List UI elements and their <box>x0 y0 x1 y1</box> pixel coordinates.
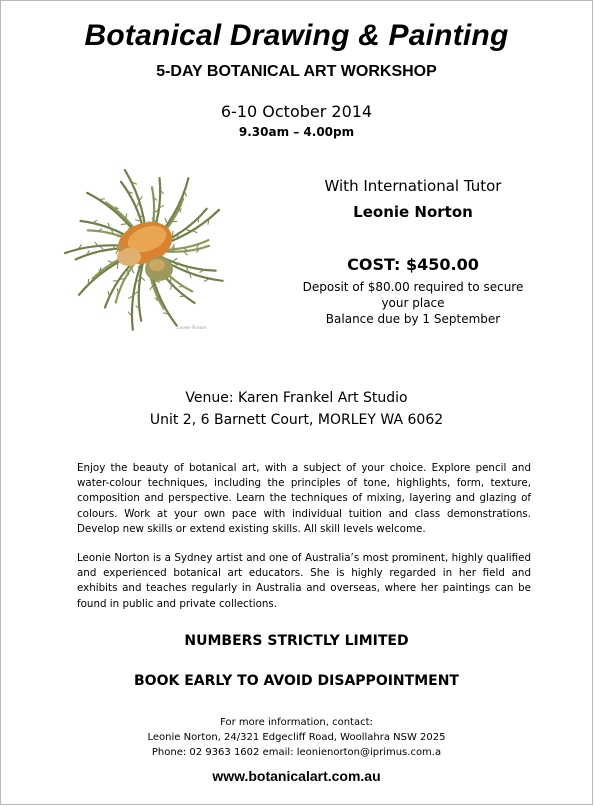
banksia-leaf-tooth <box>185 192 187 197</box>
banksia-leaf-tooth <box>178 232 179 237</box>
tutor-intro: With International Tutor <box>324 177 502 195</box>
deposit-line-2: your place <box>381 296 445 310</box>
banksia-leaf-tooth <box>135 220 140 222</box>
tutor-name: Leonie Norton <box>353 203 473 221</box>
banksia-leaf-tooth <box>150 286 153 290</box>
banksia-leaf-tooth <box>171 285 172 290</box>
venue-name: Venue: Karen Frankel Art Studio <box>185 390 408 406</box>
banksia-leaf-tooth <box>100 247 104 251</box>
workshop-subtitle: 5-DAY BOTANICAL ART WORKSHOP <box>156 63 437 80</box>
banksia-leaf-tooth <box>193 231 198 233</box>
cost-label: COST: $450.00 <box>347 255 479 274</box>
banksia-illustration-svg <box>61 151 241 341</box>
deposit-info <box>283 279 543 327</box>
artist-signature: Leonie Norton <box>177 326 207 331</box>
book-early-notice: BOOK EARLY TO AVOID DISAPPOINTMENT <box>134 673 459 689</box>
banksia-leaf-tooth <box>139 196 142 200</box>
workshop-times: 9.30am – 4.00pm <box>238 125 355 139</box>
banksia-illustration-icon <box>61 151 241 341</box>
contact-intro: For more information, contact: <box>220 717 373 728</box>
banksia-leaf-tooth <box>132 269 134 274</box>
venue-address: Unit 2, 6 Barnett Court, MORLEY WA 6062 <box>149 412 444 428</box>
banksia-leaf-tooth <box>173 258 177 261</box>
banksia-leaf-tooth <box>100 199 105 200</box>
website-link[interactable]: www.botanicalart.com.au <box>212 768 381 784</box>
tutor-bio-paragraph: Leonie Norton is a Sydney artist and one of Australia’s most prominent, highly qualified and experienced botanical art educators. She is highly regarded in her field and exhibits and teaches regularly in Australia and overseas, where her paintings can be found in public and private collections. <box>77 552 531 610</box>
banksia-leaf-tooth <box>128 312 131 316</box>
contact-phone-email: Phone: 02 9363 1602 email: leonienorton@iprimus.com.a <box>151 747 442 758</box>
contact-block <box>1 715 592 760</box>
deposit-line-1: Deposit of $80.00 required to secure <box>302 280 524 294</box>
banksia-leaf-tooth <box>116 250 119 254</box>
contact-address: Leonie Norton, 24/321 Edgecliff Road, Woollahra NSW 2025 <box>147 732 446 743</box>
banksia-leaf-tooth <box>136 203 139 207</box>
banksia-leaf-tooth <box>165 218 167 223</box>
banksia-leaf-tooth <box>108 291 109 296</box>
banksia-leaf-tooth <box>186 229 191 231</box>
banksia-leaf-tooth <box>108 261 113 263</box>
venue-block <box>1 387 592 431</box>
banksia-leaf-tooth <box>121 224 126 225</box>
banksia-leaf-tooth <box>179 286 184 287</box>
limited-notice: NUMBERS STRICTLY LIMITED <box>184 633 409 649</box>
banksia-leaf-tooth <box>126 213 127 218</box>
banksia-leaf-tooth <box>141 277 145 280</box>
flyer-title: Botanical Drawing & Painting <box>84 19 509 52</box>
balance-line: Balance due by 1 September <box>325 312 501 326</box>
description-paragraph: Enjoy the beauty of botanical art, with a subject of your choice. Explore pencil and water-colour techniques, including the principles of tone, highlights, form, texture, composition and perspective. Learn the techniques of mixing, layering and glazing of colours. Work at your own pace with individual tuition and class demonstrations. Develop new skills or extend existing skills. All skill levels welcome. <box>77 462 531 535</box>
workshop-dates: 6-10 October 2014 <box>220 102 373 121</box>
banksia-leaf-tooth <box>155 281 160 283</box>
banksia-leaf-tooth <box>95 242 98 246</box>
banksia-leaf-tooth <box>204 279 208 281</box>
